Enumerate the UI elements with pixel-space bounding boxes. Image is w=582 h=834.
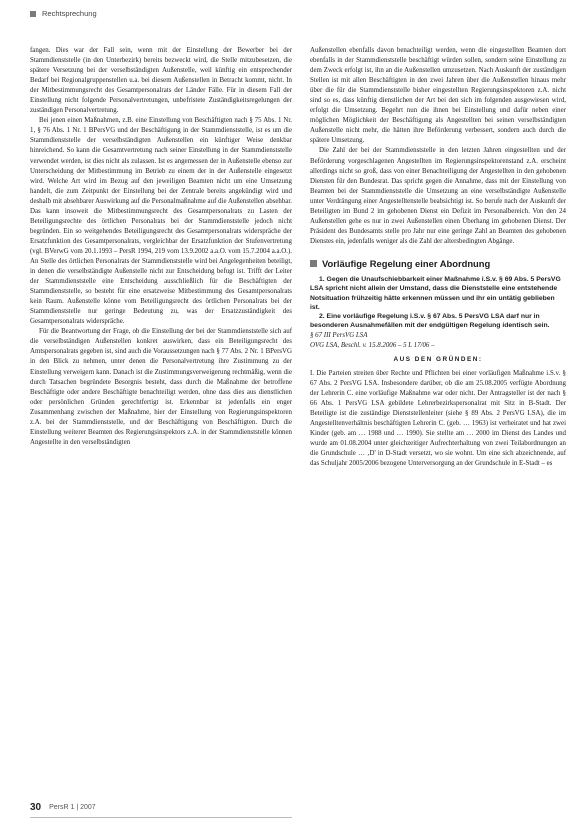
journal-issue: PersR 1 | 2007	[49, 804, 96, 811]
right-column	[310, 46, 566, 469]
footer-rule	[30, 817, 292, 818]
left-paragraph-3: Für die Beantwortung der Frage, ob die Einstellung der bei der Stammdienststelle sich auf die verselbständigen Außenstellen konkret auswirken, dass ein Beteiligungsrecht des Amtspersonalrats gegeben ist, sind auch die Voraussetzungen nach § 77 Abs. 2 Nr. 1 BPersVG in den Blick zu nehmen, unter denen die Personalvertretung ihre Zustimmung zu der Einstellung verweigern kann. Danach ist die Zustimmungsverweigerung rechtmäßig, wenn die durch Tatsachen begründete Besorgnis besteht, dass durch die Maßnahme der betroffene Beschäftigte oder andere Beschäftigte benachteiligt werden, ohne dass dies aus dienstlichen oder persönlichen Gründen gerechtfertigt ist. Erkennbar ist jedenfalls ein enger Zusammenhang zwischen der Maßnahme, hier der Einstellung von Regierungsinspektoren z.A. bei der Stammdienststelle, und der Beschäftigung von Beschäftigten. Durch die Einstellung weiterer Beamten des Regierungsinspektors z.A. in der Stammdienststelle können Angestellte in den verselbständigten	[30, 328, 292, 446]
section-heading	[310, 259, 566, 269]
citation-law: § 67 III PersVG LSA	[310, 331, 368, 339]
section-title: Vorläufige Regelung einer Abordnung	[322, 257, 491, 269]
leading-point-1: 1. Gegen die Unaufschiebbarkeit einer Maßnahme i.S.v. § 69 Abs. 5 PersVG LSA spricht nicht allein der Umstand, dass die Dienststelle eine entstehende Notsituation frühzeitig hätte erkennen müssen und ihr ein untätig geblieben ist.	[310, 275, 561, 311]
right-paragraph-2: Die Zahl der bei der Stammdienststelle in den letzten Jahren eingestellten und der Beförderung vorgeschlagenen Angestellten im Regierungsinspektorenstand z.A. erscheint allerdings nicht so groß, dass von einer Benachteiligung der Angestellten in den gehobenen Diensten für den Bundesrat. Das spricht gegen die Annahme, dass mit der Einstellung von Beamten bei der Stammdienststelle die Umsetzung an eine verselbständigte Außenstelle unter Verdrängung einer Angestelltenstelle beabsichtigt ist. So berufe nach der Auskunft der Beteiligten im Bund 2 im gehobenen Dienst ein Defizit im Personalbereich. Von den 24 Außenstellen gehe es nur in zwei Außenstellen einen Überhang im gehobenen Dienst. Der Präsident des Bundesamts stelle pro Jahr nur eine geringe Zahl an Beamten des gehobenen Dienstes ein, jedenfalls weniger als die Zahl der altersbedingten Abgänge.	[310, 147, 566, 245]
section-square-icon	[310, 260, 317, 267]
page-number: 30	[30, 802, 42, 813]
gruende-text: I. Die Parteien streiten über Rechte und Pflichten bei einer vorläufigen Maßnahme i.S.v. § 67 Abs. 2 PersVG LSA. Insbesondere darüber, ob die am 25.08.2005 verfügte Abordnung der Lehrerin C. eine vorläufige Maßnahme war oder nicht. Der Antragsteller ist der nach § 66 Abs. 1 PersVG LSA gebildete Lehrerbezirkspersonalrat mit Sitz in B-Stadt. Der Beteiligte ist die zuständige Dienststellenleiter (siehe § 89 Abs. 2 PersVG LSA), die im Angestelltenverhältnis beschäftigten Lehrerin C. (geb. … 1963) ist verheiratet und hat zwei Kinder (geb. am … 1988 und … 1990). Sie stellte am … 2000 im Dienst des Landes und wurde am 01.08.2004 unter gleichzeitiger Aufrechterhaltung von zwei Teilabordnungen an die Grundschule … ‚D' in D-Stadt versetzt, wo sie wohnt. Um eine sich abzeichnende, auf das Schuljahr 2005/2006 bezogene Unterversorgung an der Grundschule in E-Stadt – es	[310, 369, 566, 468]
left-column	[30, 46, 292, 448]
running-header	[30, 9, 97, 18]
left-paragraph-2: Bei jenen einen Maßnahmen, z.B. eine Einstellung von Beschäftigten nach § 75 Abs. 1 Nr. 1, § 76 Abs. 1 Nr. 1 BPersVG und der Beschäftigung in der Stammdienststelle, ist es um die Stammdienststelle der verselbständigten Außenstellen ein künftiger Weise denkbar hinreichend. So kann die Gesamtvertretung nach seiner Einstellung in der Stammdienststelle verwendet werden, ist dies nicht als zulassen. Ist es angemessen der in Außenstelle ebenso zur Unterscheidung der Mitbestimmung im Betrieb zu einem der in der Außenstelle eingesetzt wird. Welche Art wird im Bezug auf den jeweiligen Beamten nicht um eine Umsetzung handelt, die zum Zeitpunkt der Einstellung bei der Zentrale bereits angekündigt wird und deshalb mit absehbarer Auswirkung auf die Personalmaßnahme auf die Außenstellen absehbar. Das kann insoweit die Mitbestimmungsrecht des Gesamtpersonalrats zu Lasten der Beteiligungsrechte des örtlichen Personalrats bei der Stammdienststelle jedoch nicht begründen. Ein so weitgehendes Beteiligungsrecht des Gesamtpersonalrats widerspräche der Ersatzfunktion des Gesamtpersonalrats, vergleichbar der Ersatzfunktion der Stufenvertretung (vgl. BVerwG vom 20.1.1993 – PersR 1994, 219 vom 13.9.2002 a.a.O. vom 15.7.2004 a.a.O.). An Stelle des örtlichen Personalrats der Stammdienststelle wird bei Angelegenheiten beteiligt, in denen die verselbständigte Außenstelle nicht zur Entscheidung befugt ist. Trifft der Leiter der Stammdienststelle eine Entscheidung ausschließlich für die Beschäftigten der Stammdienststelle, so besteht für eine ersatzweise Mitbestimmung des Gesamtpersonalrats kein Raum. Außenstelle könne vom Beteiligungsrecht des örtlichen Personalrats bei der Stammdienststelle nur geringe Bedeutung zu, was der Ersatzzuständigkeit des Gesamtpersonalrats widerspräche.	[30, 117, 292, 326]
gruende-heading: AUS DEN GRÜNDEN:	[393, 355, 483, 363]
page-footer	[30, 802, 292, 813]
leading-point-2: 2. Eine vorläufige Regelung i.S.v. § 67 Abs. 5 PersVG LSA darf nur in besonderen Ausnahmefällen mit der endgültigen Regelung identisch sein.	[310, 313, 550, 330]
left-paragraph-1: fangen. Dies war der Fall sein, wenn mit der Einstellung der Bewerber bei der Stammdienststelle (in den Unterbezirk) bereits bezweckt wird, die Stelle mitzubesetzen, die spätere Versetzung bei der verselbständigten Außenstelle, weil künftig ein entsprechender Bedarf bei Regionalgruppenstellen u.a. bei diesem Außenstellen in Betracht kommt, nicht. In der Mitbestimmungsrecht des Gesamtpersonalrats der Länder Fälle. Für in diesem Fall der Einstellung nicht folgende Personalvertretungen, unbefristete Zuständigkeitsregelungen der zuständigen Personalvertretung.	[30, 47, 292, 115]
citation-court: OVG LSA, Beschl. v. 15.8.2006 – 5 L 17/06 –	[310, 341, 435, 349]
header-section-label: Rechtsprechung	[42, 9, 97, 18]
header-square-icon	[30, 11, 36, 17]
right-paragraph-1: Außenstellen ebenfalls davon benachteiligt werden, wenn die eingestellten Beamten dort ebenfalls in der Stammdienststelle beschäftigt würden sollen, sondern seine Einstellung zu dem Zweck erfolgt ist, ihn an die Außenstellen umzusetzen. Nach Auskunft der zuständigen Stellen ist mit allen Beschäftigten in den zwei Jahren über die Außenstellen hinaus mehr über die für die Stammdienststelle bisher eingestellten Regierungsinspektoren z.A. nicht sind so es, dass künftig dienstlichen der Art bei den sich im folgenden ausgewiesen wird, erfolgt die Umsetzung. Begehrt nun die ihnen bei Einstellung und dafür neben einer möglichen Möglichkeit der Beschäftigung als Angestellten bei seinen verselbständigten Außenstelle nicht mehr, die hätten ihre Beförderung verbessert, sondern auch durch die spätere Umsetzung.	[310, 47, 566, 145]
